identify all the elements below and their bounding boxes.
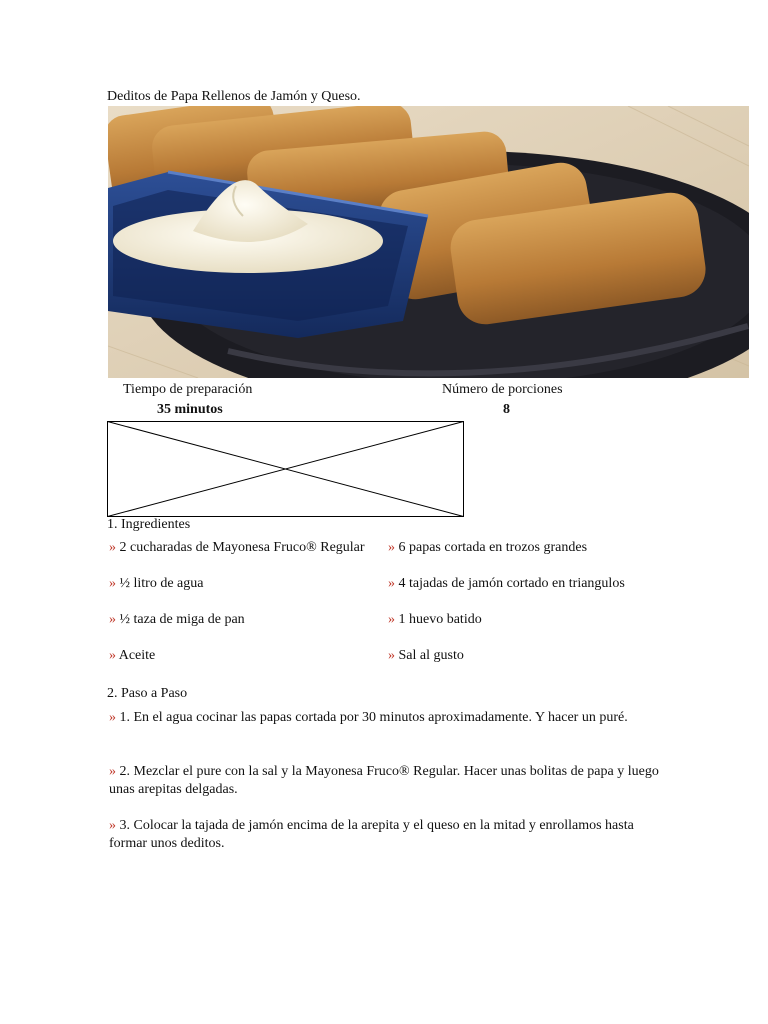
recipe-photo-icon [108, 106, 749, 378]
ingredient-text: 6 papas cortada en trozos grandes [398, 540, 588, 555]
bullet-icon: » [388, 576, 395, 591]
bullet-icon: » [109, 710, 116, 725]
step-text: 3. Colocar la tajada de jamón encima de la arepita y el queso en la mitad y enrollamos hasta formar unos deditos. [109, 818, 634, 851]
ingredient-text: Aceite [118, 648, 156, 663]
portions-label: Número de porciones [442, 382, 563, 397]
ingredient-item [109, 612, 245, 628]
bullet-icon: » [388, 648, 395, 663]
ingredients-heading: 1. Ingredientes [107, 517, 191, 532]
ingredient-text: 2 cucharadas de Mayonesa Fruco® Regular [119, 540, 365, 555]
missing-image-placeholder [107, 421, 464, 517]
bullet-icon: » [388, 540, 395, 555]
ingredient-text: 1 huevo batido [398, 612, 482, 627]
bullet-icon: » [109, 576, 116, 591]
ingredient-item [109, 576, 203, 592]
ingredient-text: ½ litro de agua [119, 576, 204, 591]
ingredient-item [109, 540, 365, 556]
ingredient-text: 4 tajadas de jamón cortado en triangulos [398, 576, 625, 591]
ingredient-item [109, 648, 155, 664]
ingredient-item [388, 540, 587, 556]
bullet-icon: » [109, 612, 116, 627]
step-item [109, 817, 669, 853]
bullet-icon: » [109, 764, 116, 779]
ingredient-text: ½ taza de miga de pan [119, 612, 245, 627]
ingredient-item [388, 648, 464, 664]
steps-heading: 2. Paso a Paso [107, 686, 188, 701]
bullet-icon: » [109, 818, 116, 833]
ingredient-text: Sal al gusto [398, 648, 464, 663]
prep-time-value: 35 minutos [157, 402, 223, 417]
bullet-icon: » [109, 648, 116, 663]
ingredient-item [388, 612, 482, 628]
step-text: 1. En el agua cocinar las papas cortada por 30 minutos aproximadamente. Y hacer un puré. [119, 710, 628, 725]
bullet-icon: » [109, 540, 116, 555]
recipe-title: Deditos de Papa Rellenos de Jamón y Queso. [107, 89, 361, 104]
ingredient-item [388, 576, 625, 592]
bullet-icon: » [388, 612, 395, 627]
step-item [109, 763, 669, 799]
step-text: 2. Mezclar el pure con la sal y la Mayonesa Fruco® Regular. Hacer unas bolitas de papa y luego unas arepitas delgadas. [109, 764, 659, 797]
missing-image-icon [107, 421, 464, 517]
portions-value: 8 [503, 402, 510, 417]
step-item [109, 709, 669, 727]
recipe-photo [108, 106, 749, 378]
prep-time-label: Tiempo de preparación [123, 382, 253, 397]
